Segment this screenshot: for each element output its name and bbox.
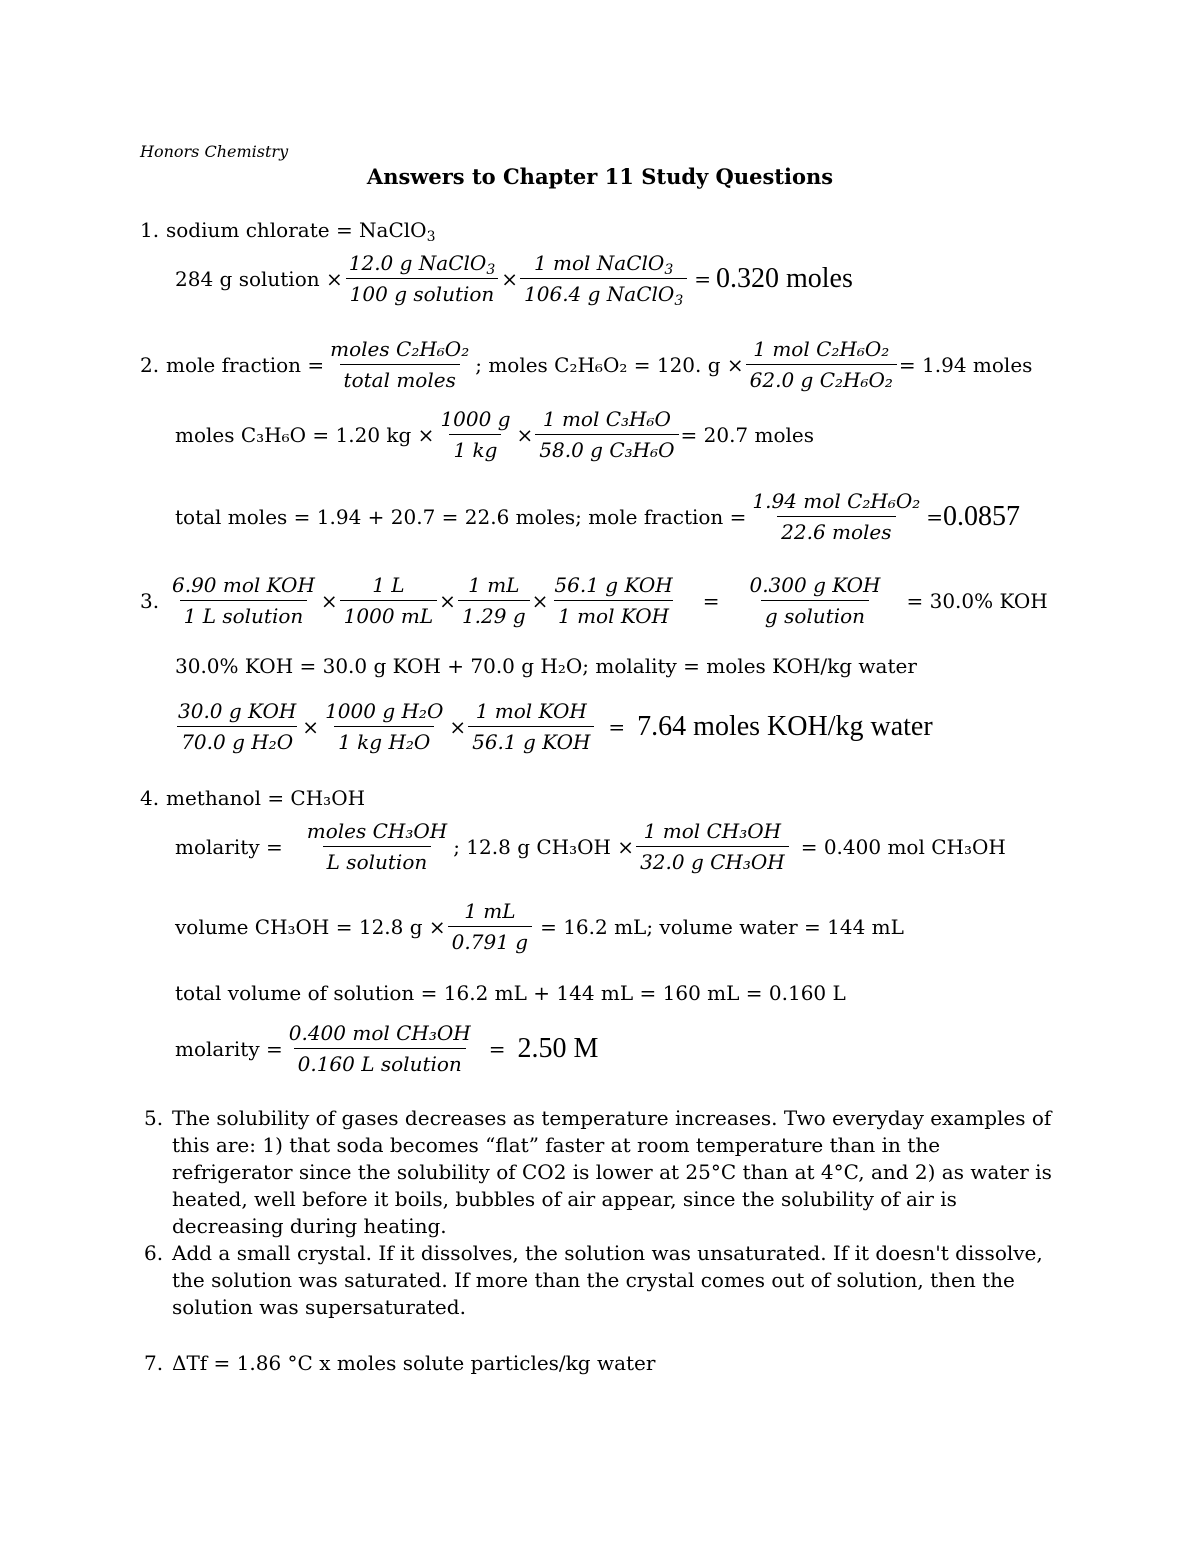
q1-lead: 284 g solution × [175,266,343,291]
q4-number: 4. [140,786,160,810]
q1-answer: 0.320 moles [716,262,853,294]
q2-fraction-e: $\frac{\text{1.94 mol C₂H₆O₂}}{\text{22.6 moles}}$ [752,489,921,544]
q4-line2: molarity = $\frac{\text{moles CH₃OH}}{\text{L solution}}$ ; 12.8 g CH₃OH × $\frac{\text{1 mol CH₃OH}}{\text{32.0 g CH₃OH}}$ = 0.400 mol CH₃OH [175,819,1006,874]
q1-fraction-1: $\frac{12.0 g NaClO_3}{\text{100 g solution}}$ [345,252,500,305]
q2-fraction-d: $\frac{\text{1 mol C₃H₆O}}{\text{58.0 g C₃H₆O}}$ [535,408,678,461]
q1-formula-text: sodium chlorate = NaClO$_3$ [166,218,436,245]
q7-paragraph: 7. ΔTf = 1.86 °C x moles solute particles/kg water [144,1351,656,1375]
q2-answer: 0.0857 [943,500,1021,532]
q4-line1: 4. methanol = CH₃OH [140,786,366,810]
q1-number: 1. [140,218,160,242]
q2-fraction-c: $\frac{1000 g}{1 kg}$ [440,407,511,462]
q2-line3: total moles = 1.94 + 20.7 = 22.6 moles; mole fraction = $\frac{\text{1.94 mol C₂H₆O₂}}{\text{22.6 moles}}$ = 0.0857 [175,489,1021,544]
q2-number: 2. [140,352,160,377]
q2-line2: moles C₃H₆O = 1.20 kg × $\frac{1000 g}{1 kg}$ × $\frac{\text{1 mol C₃H₆O}}{\text{58.0 g C₃H₆O}}$ = 20.7 moles [175,407,815,462]
q2-fraction-b: $\frac{\text{1 mol C₂H₆O₂}}{\text{62.0 g C₂H₆O₂}}$ [746,338,897,391]
q4-line3: volume CH₃OH = 12.8 g × $\frac{1 mL}{0.791 g}$ = 16.2 mL; volume water = 144 mL [175,899,904,954]
equals-symbol: = [694,266,711,291]
q6-number: 6. [144,1241,164,1265]
q3-answer: 7.64 moles KOH/kg water [637,710,933,742]
q3-line2: 30.0% KOH = 30.0 g KOH + 70.0 g H₂O; molality = moles KOH/kg water [175,654,917,678]
q1-calculation [175,251,853,309]
q3-number: 3. [140,588,160,613]
q1-line1 [140,218,436,245]
q6-paragraph: 6. Add a small crystal. If it dissolves, the solution was unsaturated. If it doesn't dissolve, the solution was saturated. If more than the crystal comes out of solution, then the solution was supersaturated. [144,1241,1043,1319]
q7-number: 7. [144,1351,164,1375]
course-header: Honors Chemistry [140,142,289,161]
page-title: Answers to Chapter 11 Study Questions [366,164,834,189]
q2-fraction-a: $\frac{\text{moles C₂H₆O₂}}{\text{total moles}}$ [330,337,470,392]
q3-line3: $\frac{\text{30.0 g KOH}}{\text{70.0 g H₂O}}$ × $\frac{\text{1000 g H₂O}}{\text{1 kg H₂O}}$ × $\frac{\text{1 mol KOH}}{\text{56.1 g KOH}}$ = 7.64 moles KOH/kg water [178,699,933,754]
times-symbol: × [501,266,519,291]
q1-fraction-2: $\frac{1 mol NaClO_3}{106.4 g NaClO_3}$ [520,252,687,305]
q5-paragraph: 5. The solubility of gases decreases as temperature increases. Two everyday examples of this are: 1) that soda becomes “flat” faster at room temperature than in the refrigerator since the solubility of CO2 is lower at 25°C than at 4°C, and 2) as water is heated, well before it boils, bubbles of air appear, since the solubility of air is decreasing during heating. [144,1106,1052,1238]
q5-number: 5. [144,1106,164,1130]
q2-line1: 2. mole fraction = $\frac{\text{moles C₂H₆O₂}}{\text{total moles}}$ ; moles C₂H₆O₂ = 120. g × $\frac{\text{1 mol C₂H₆O₂}}{\text{62.0 g C₂H₆O₂}}$ = 1.94 moles [140,337,1033,392]
q4-line5: molarity = $\frac{\text{0.400 mol CH₃OH}}{\text{0.160 L solution}}$ = 2.50 M [175,1021,599,1076]
q3-line1: 3. $\frac{\text{6.90 mol KOH}}{\text{1 L solution}}$ × $\frac{1 L}{1000 mL}$ × $\frac{1 mL}{1.29 g}$ × $\frac{\text{56.1 g KOH}}{\text{1 mol KOH}}$ = $\frac{\text{0.300 g KOH}}{\text{g solution}}$ = 30.0% KOH [140,573,1048,628]
q4-answer: 2.50 M [517,1032,599,1064]
q4-line4: total volume of solution = 16.2 mL + 144 mL = 160 mL = 0.160 L [175,981,846,1005]
